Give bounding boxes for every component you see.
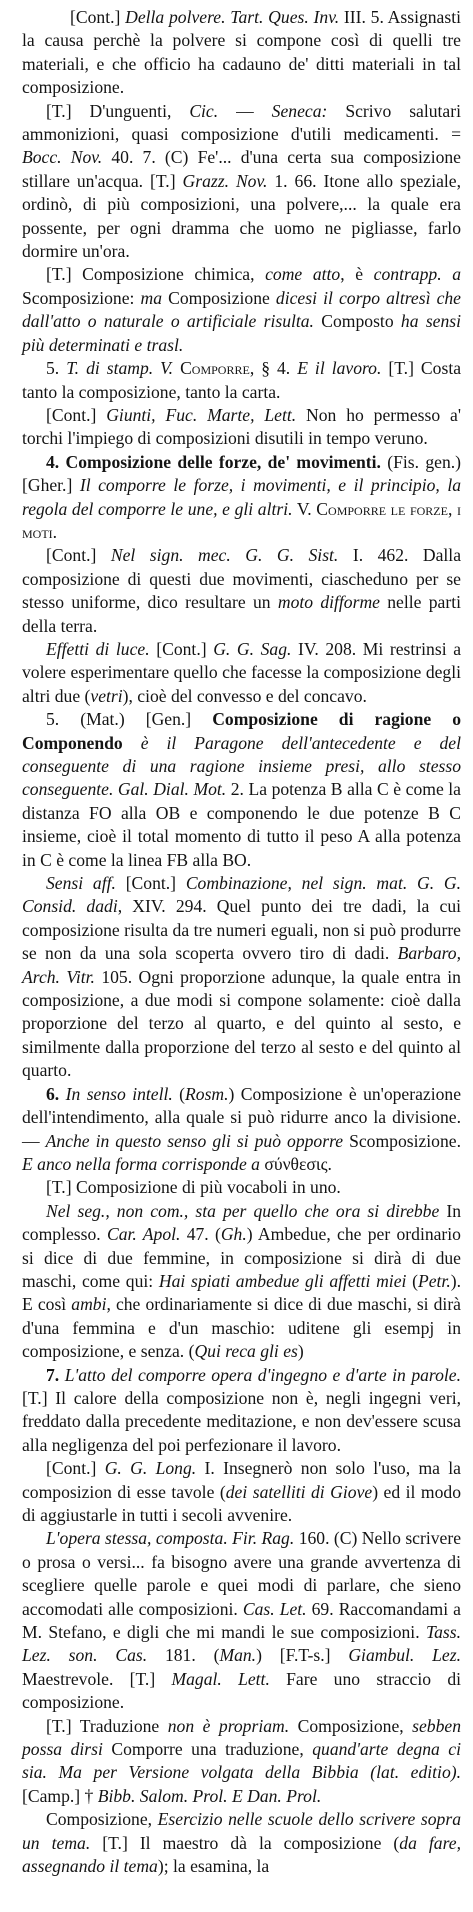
- paragraph-chemical: [T.] Composizione chimica, come atto, è contrapp. a Scomposizione: ma Composizione dicesi il corpo altresì che dall'atto o naturale o artificiale risulta. Composto ha sensi più determinati e trasl.: [22, 264, 462, 355]
- paragraph-printing-cont: [Cont.] Giunti, Fuc. Marte, Lett. Non ho permesso a' torchi l'impiego di composizioni disutili in tempo veruno.: [22, 404, 461, 449]
- paragraph-intellectual: 6. In senso intell. (Rosm.) Composizione è un'operazione dell'intendimento, alla quale si può ridurre anco la divisione. — Anche in questo senso gli si può opporre Scomposizione. E anco nella forma corrisponde a σύνθεσις.: [22, 1083, 462, 1174]
- paragraph-printing: 5. T. di stamp. V. Comporre, § 4. E il lavoro. [T.] Costa tanto la composizione, tanto la carta.: [22, 358, 462, 402]
- paragraph-words: [T.] Composizione di più vocaboli in uno.: [46, 1177, 341, 1198]
- paragraph-gunpowder: [Cont.] Della polvere. Tart. Ques. Inv. III. 5. Assignasti la causa perchè la polvere si compone così di quelli tre materiali, e che officio ha cadauno de' ditti materiali in tal composizione.: [22, 7, 461, 98]
- paragraph-art-of-composing: 7. L'atto del comporre opera d'ingegno e d'arte in parole. [T.] Il calore della composizione non è, negli ingegni veri, freddato dalla precedente meditazione, e non dev'essere scusa alla negligenza del poi perfezionare il lavoro.: [22, 1364, 461, 1455]
- paragraph-tables: [Cont.] G. G. Long. I. Insegnerò non solo l'uso, ma la composizion di esse tavole (dei satelliti di Giove) ed il modo di aggiustarle in tutti i secoli avvenire.: [22, 1458, 461, 1525]
- paragraph-light: Effetti di luce. [Cont.] G. G. Sag. IV. 208. Mi restrinsi a volere esperimentare quello che facesse la composizione degli altri due (vetri), cioè del convesso e del concavo.: [22, 638, 461, 706]
- paragraph-translation: [T.] Traduzione non è propriam. Composizione, sebben possa dirsi Comporre una traduzione, quand'arte degna ci sia. Ma per Versione volgata della Bibbia (lat. editio). [Camp.] † Bibb. Salom. Prol. E Dan. Prol.: [22, 1715, 462, 1806]
- paragraph-ratio: 5. (Mat.) [Gen.] Composizione di ragione o Componendo è il Paragone dell'antecedente e del conseguente di una ragione insieme presi, allo stesso conseguente. Gal. Dial. Mot. 2. La potenza B alla C è come la distanza FO alla OB e componendo le due potenze B C insieme, cioè il total momento di tutto il peso A alla potenza in C è come la linea FB alla BO.: [22, 709, 461, 870]
- paragraph-mechanics: [Cont.] Nel sign. mec. G. G. Sist. I. 462. Dalla composizione di questi due movimenti, ciascheduno per se stesso uniforme, dico resultare un moto difforme nelle parti della terra.: [22, 545, 462, 636]
- paragraph-school-exercise: Composizione, Esercizio nelle scuole dello scrivere sopra un tema. [T.] Il maestro dà la composizione (da fare, assegnando il tema); la esamina, la: [22, 1809, 461, 1877]
- paragraph-forces: 4. Composizione delle forze, de' movimenti. (Fis. gen.) [Gher.] Il comporre le forze, i movimenti, e il principio, la regola del comporre le une, e gli altri. V. Comporre le forze, i moti.: [22, 451, 462, 542]
- dictionary-entry-column: [22, 6, 461, 1879]
- paragraph-in-complesso: Nel seg., non com., sta per quello che ora si direbbe In complesso. Car. Apol. 47. (Gh.) Ambedue, che per ordinario si dice di due femmine, in composizione si dirà di due maschi, come qui: Hai spiati ambedue gli affetti miei (Petr.). E così ambi, che ordinariamente si dice di due maschi, si dirà d'una femmina e d'un maschio: uditene gli esempj in composizione, e senza. (Qui reca gli es): [22, 1200, 461, 1362]
- paragraph-dice: Sensi aff. [Cont.] Combinazione, nel sign. mat. G. G. Consid. dadi, XIV. 294. Quel punto dei tre dadi, la cui composizione risulta da tre numeri eguali, non si può produrre se non da una sola scoperta ovvero tiro di dadi. Barbaro, Arch. Vitr. 105. Ogni proporzione adunque, la quale entra in composizione, a due modi si compone solamente: cioè dalla proporzione del terzo al quarto, e del quinto al sesto, e similmente dalla proporzione del terzo al sesto e del quinto al quarto.: [22, 873, 462, 1081]
- paragraph-the-work: L'opera stessa, composta. Fir. Rag. 160. (C) Nello scrivere o prosa o versi... fa bisogno avere una grande avvertenza di scegliere quelle parole e quei modi di parlare, che sieno accomodati alle composizioni. Cas. Let. 69. Raccomandami a M. Stefano, e digli che mi mandi le sue composizioni. Tass. Lez. son. Cas. 181. (Man.) [F.T-s.] Giambul. Lez. Maestrevole. [T.] Magal. Lett. Fare uno straccio di composizione.: [22, 1528, 462, 1713]
- paragraph-ointments: [T.] D'unguenti, Cic. — Seneca: Scrivo salutari ammonizioni, quasi composizione d'utili medicamenti. = Bocc. Nov. 40. 7. (C) Fe'... d'una certa sua composizione stillare un'acqua. [T.] Grazz. Nov. 1. 66. Itone allo speziale, ordinò, di più composizioni, una polvere,... la quale era possente, per ogni dramma che uomo ne pigliasse, farlo dormire un'ora.: [22, 100, 462, 262]
